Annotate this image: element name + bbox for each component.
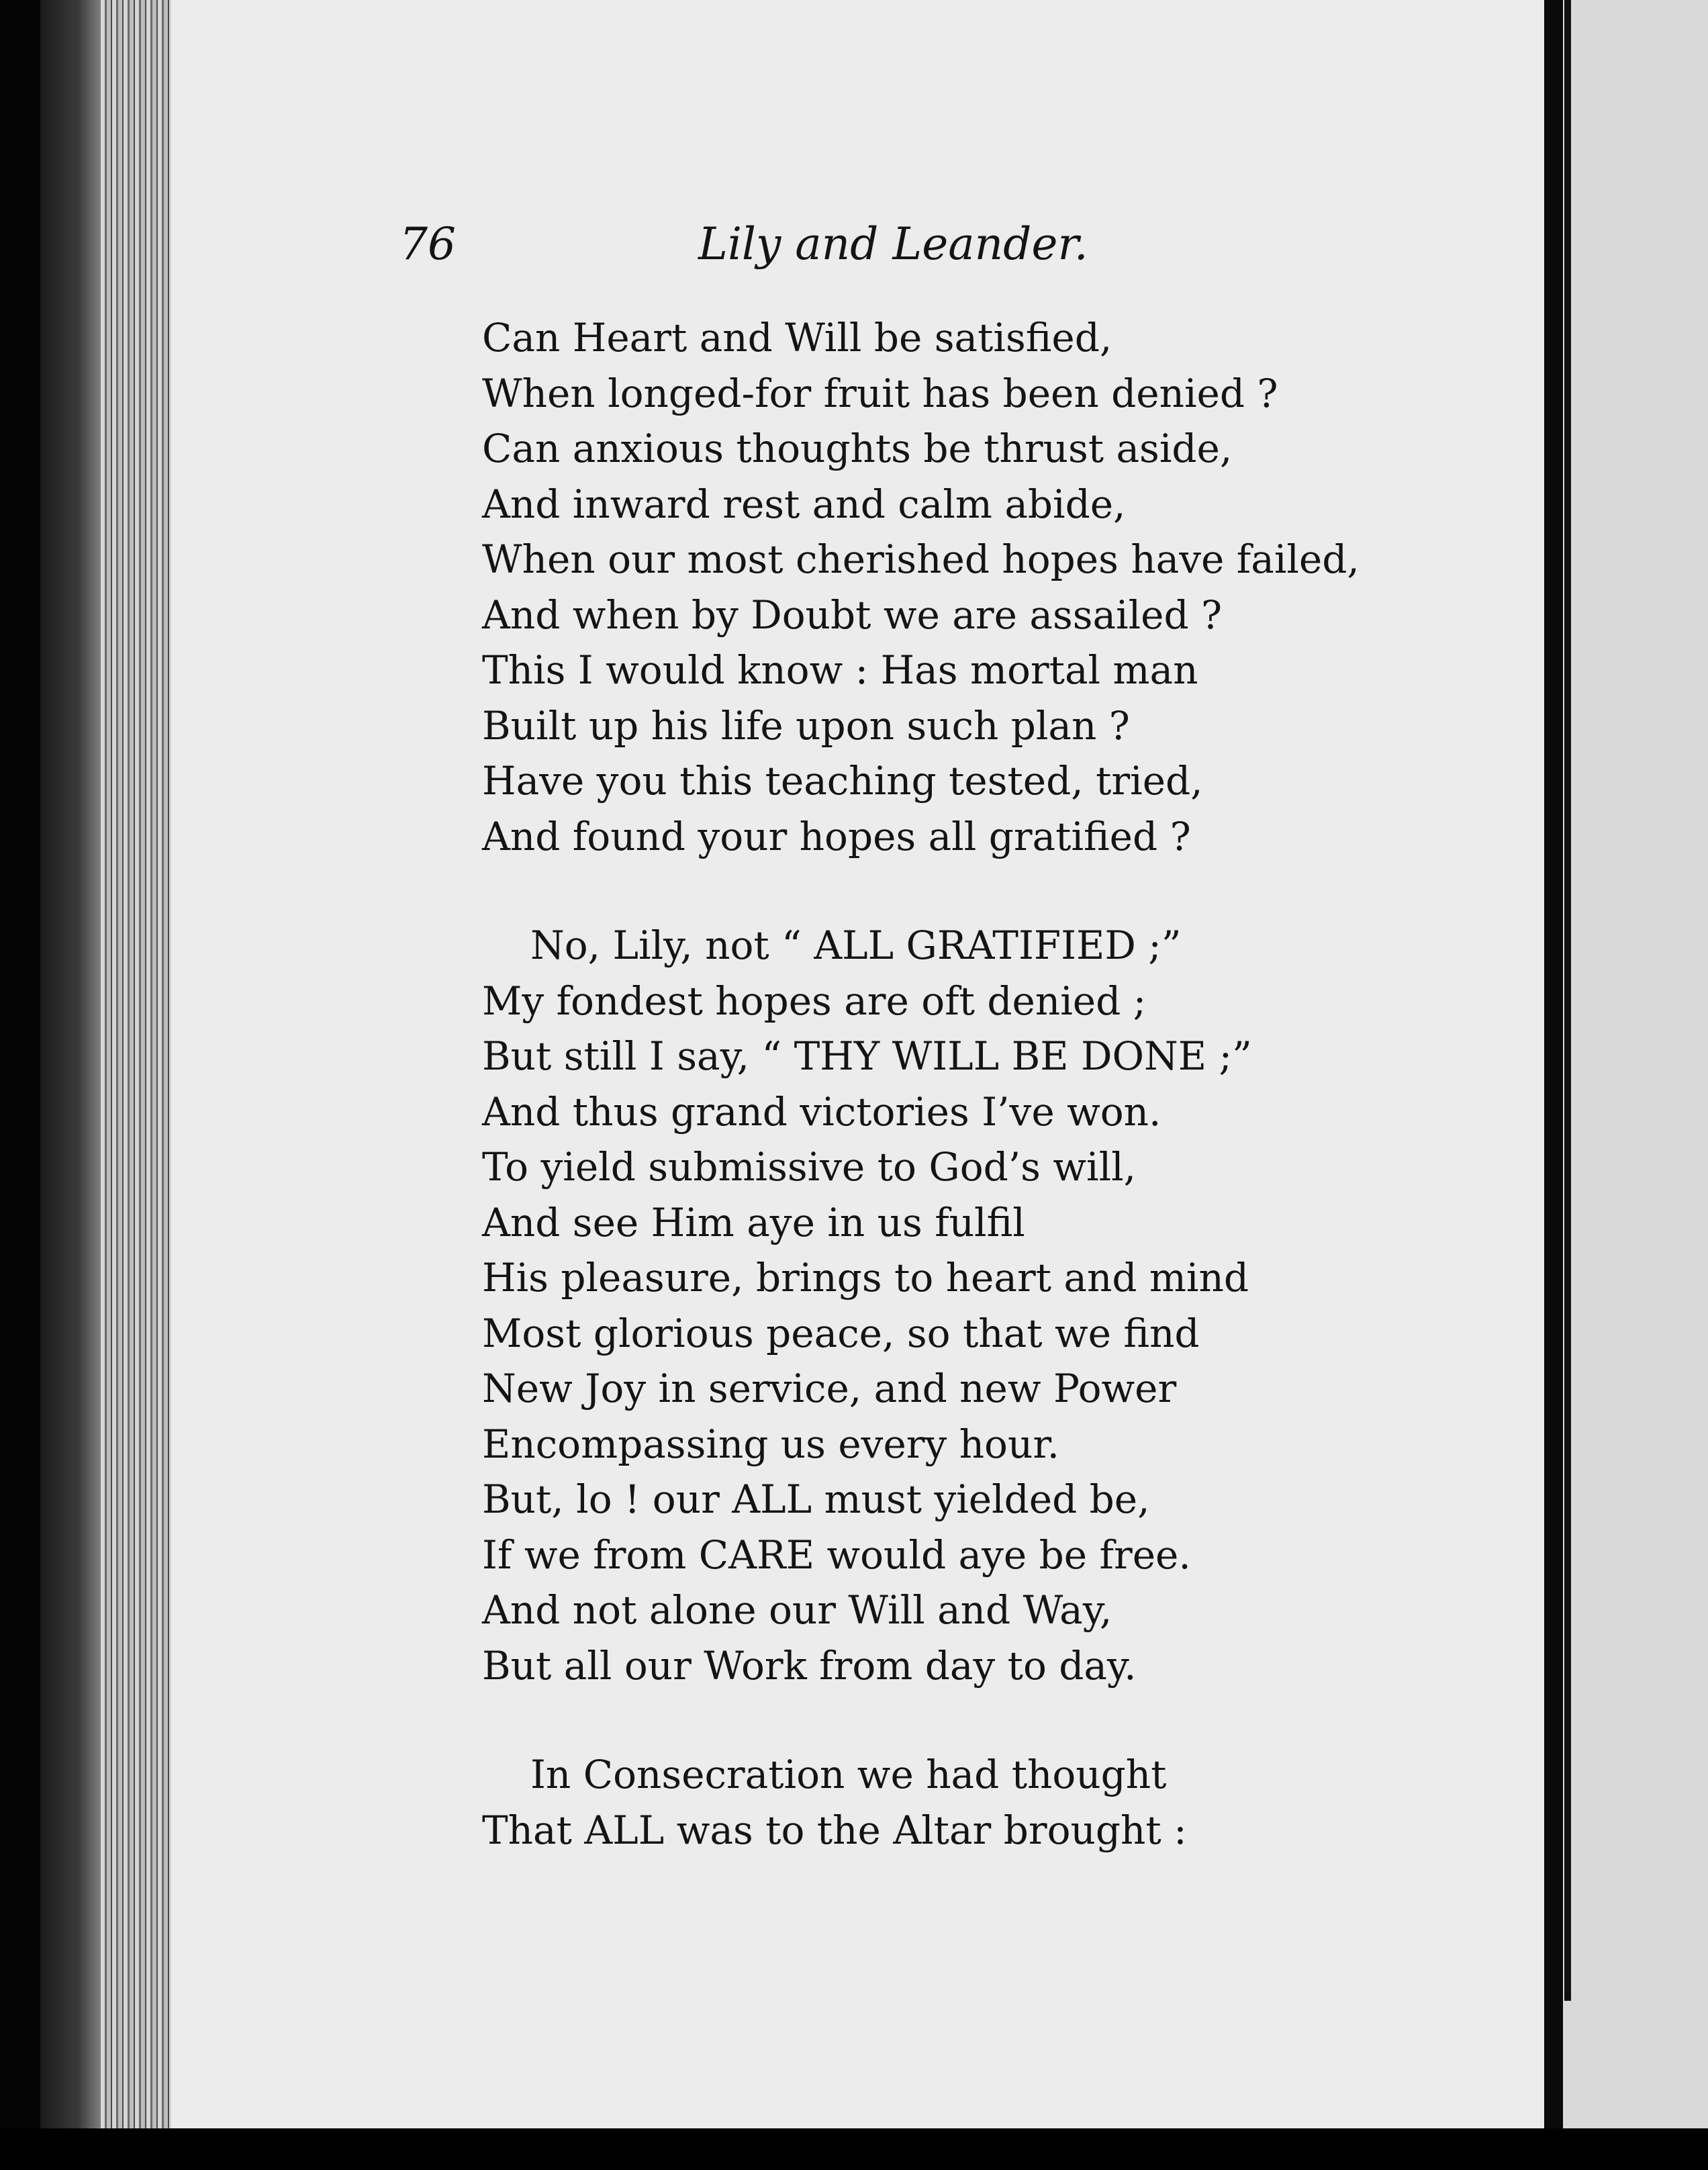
- poem-line: And when by Doubt we are assailed ?: [482, 592, 1223, 638]
- stanza-1: [482, 310, 1489, 864]
- page-number: 76: [399, 218, 456, 270]
- poem-line: And found your hopes all gratified ?: [482, 813, 1191, 859]
- running-head: [389, 218, 1262, 279]
- poem-line: In Consecration we had thought: [530, 1752, 1167, 1797]
- poem-line: Most glorious peace, so that we find: [482, 1310, 1200, 1356]
- poem-line: But, lo ! our ALL must yielded be,: [482, 1476, 1150, 1522]
- poem-line: This I would know : Has mortal man: [482, 647, 1198, 693]
- poem-line: And thus grand victories I’ve won.: [482, 1088, 1161, 1135]
- poem-line: But still I say, “ THY WILL BE DONE ;”: [482, 1033, 1252, 1079]
- binding-shadow: [40, 0, 104, 2170]
- stanza-gap: [482, 1693, 1489, 1747]
- page-edge-stack: [101, 0, 175, 2128]
- poem-line: But all our Work from day to day.: [482, 1642, 1137, 1689]
- poem-line: Can anxious thoughts be thrust aside,: [482, 426, 1233, 471]
- book-title: Lily and Leander.: [698, 218, 1088, 270]
- poem-line: Built up his life upon such plan ?: [482, 702, 1130, 749]
- poem-line: And not alone our Will and Way,: [482, 1587, 1112, 1633]
- page-gutter: [1544, 0, 1563, 2170]
- facing-page: [1563, 0, 1708, 2170]
- poem-text: [482, 310, 1489, 1858]
- poem-line: And inward rest and calm abide,: [482, 481, 1126, 527]
- scan-bottom-border: [0, 2128, 1708, 2170]
- poem-line: Encompassing us every hour.: [482, 1421, 1060, 1467]
- poem-line: That ALL was to the Altar brought :: [482, 1807, 1187, 1853]
- facing-page-edge: [1564, 0, 1571, 2001]
- poem-line: My fondest hopes are oft denied ;: [482, 978, 1147, 1024]
- stanza-2: [482, 918, 1489, 1693]
- poem-line: Have you this teaching tested, tried,: [482, 758, 1203, 804]
- poem-line: When our most cherished hopes have failed,: [482, 536, 1360, 582]
- poem-line: New Joy in service, and new Power: [482, 1366, 1177, 1411]
- poem-line: When longed-for fruit has been denied ?: [482, 370, 1278, 416]
- poem-line: No, Lily, not “ ALL GRATIFIED ;”: [530, 923, 1182, 968]
- poem-line: His pleasure, brings to heart and mind: [482, 1255, 1249, 1301]
- poem-line: And see Him aye in us fulfil: [482, 1199, 1025, 1245]
- stanza-3: [482, 1747, 1489, 1858]
- poem-line: Can Heart and Will be satisfied,: [482, 315, 1112, 361]
- stanza-gap: [482, 864, 1489, 918]
- poem-line: If we from CARE would aye be free.: [482, 1531, 1191, 1578]
- poem-line: To yield submissive to God’s will,: [482, 1144, 1137, 1190]
